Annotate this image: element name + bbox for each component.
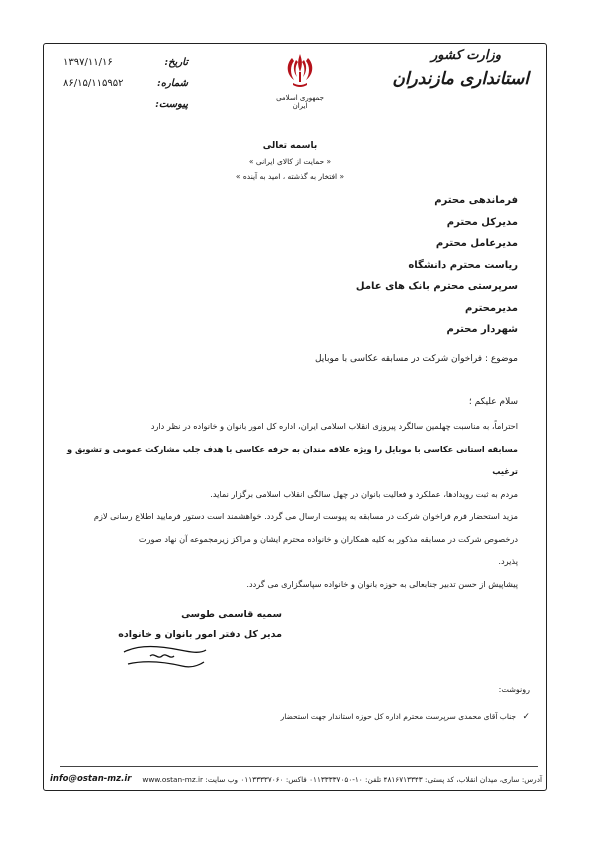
footer-address: آدرس: ساری، میدان انقلاب، کد پستی: ۴۸۱۶۷۱۳۳۴۳ تلفن: ۱۰-۰۱۱۳۳۳۳۷۰۵۰ فاکس: ۰۱۱۳۳۳۳۷۰۶۰ وب سایت: www.ostan-mz.ir <box>142 774 542 784</box>
body-line: درخصوص شرکت در مسابقه مذکور به کلیه همکاران و خانواده محترم ایشان و مراکز زیرمجموعه آن نهاد صورت <box>138 533 518 544</box>
recipient-item: شهردار محترم <box>446 324 518 335</box>
body-line: مزید استحضار فرم فراخوان شرکت در مسابقه به پیوست ارسال می گردد. خواهشمند است دستور فرمایید اطلاع رسانی لازم <box>93 511 518 521</box>
recipient-item: ریاست محترم دانشگاه <box>408 259 518 271</box>
national-emblem <box>270 52 330 112</box>
ministry-name: وزارت کشور <box>431 48 501 63</box>
recipient-item: مدیرعامل محترم <box>435 238 518 249</box>
year-slogan: « حمایت از کالای ایرانی » <box>248 157 332 166</box>
body-line: مردم به ثبت رویدادها، عملکرد و فعالیت بانوان در چهل سالگی انقلاب اسلامی برگزار نماید. <box>210 488 518 499</box>
footer-divider <box>60 766 538 767</box>
number-row <box>63 73 188 94</box>
footer-email[interactable]: info@ostan-mz.ir <box>50 774 132 784</box>
body-line: احتراماً، به مناسبت چهلمین سالگرد پیروزی انقلاب اسلامی ایران، اداره کل امور بانوان و خانواده در نظر دارد <box>150 421 518 431</box>
attachment-row <box>63 94 188 115</box>
cc-recipient: جناب آقای محمدی سرپرست محترم اداره کل حوزه استاندار جهت استحضار <box>280 712 517 721</box>
number-label: شماره: <box>157 78 188 89</box>
recipient-item: مدیرمحترم <box>465 302 518 314</box>
letter-footer <box>50 774 542 784</box>
closing-line: پیشاپیش از حسن تدبیر جنابعالی به حوزه بانوان و خانواده سپاسگزاری می گردد. <box>246 578 518 589</box>
recipient-list <box>258 190 518 341</box>
emblem-icon <box>283 52 317 88</box>
handwritten-signature <box>120 642 210 672</box>
date-value: ۱۳۹۷/۱۱/۱۶ <box>63 57 113 68</box>
body-line: مسابقه استانی عکاسی با موبایل را ویژه علاقه مندان به حرفه عکاسی با هدف جلب مشارکت عمومی و تشویق و ترغیب <box>67 443 518 476</box>
governorate-name: استانداری مازندران <box>392 69 529 89</box>
ministry-title <box>389 48 529 89</box>
cc-label: رونوشت: <box>498 685 530 694</box>
signer-name: سمیه قاسمی طوسی <box>181 609 282 620</box>
signer-title: مدیر کل دفتر امور بانوان و خانواده <box>118 629 282 640</box>
number-value: ۸۶/۱۵/۱۱۵۹۵۲ <box>63 78 124 89</box>
letter-metadata <box>63 52 188 115</box>
recipient-item: سرپرستی محترم بانک های عامل <box>355 281 518 292</box>
greeting: سلام علیکم ؛ <box>468 397 518 407</box>
date-row <box>63 52 188 73</box>
anniversary-slogan: « افتخار به گذشته ، امید به آینده » <box>235 172 345 181</box>
recipient-item: مدیرکل محترم <box>446 216 518 228</box>
letter-body <box>52 415 518 595</box>
date-label: تاریخ: <box>164 57 188 68</box>
recipient-item: فرماندهی محترم <box>434 195 518 206</box>
body-line: پذیرد. <box>498 556 518 566</box>
check-icon: ✓ <box>522 712 530 722</box>
emblem-caption: جمهوری اسلامی ایران <box>276 94 324 110</box>
letter-subject: موضوع : فراخوان شرکت در مسابقه عکاسی با موبایل <box>314 354 518 364</box>
attachment-label: پیوست: <box>155 99 188 110</box>
cc-item <box>110 712 530 722</box>
bismillah: باسمه تعالی <box>262 141 318 151</box>
